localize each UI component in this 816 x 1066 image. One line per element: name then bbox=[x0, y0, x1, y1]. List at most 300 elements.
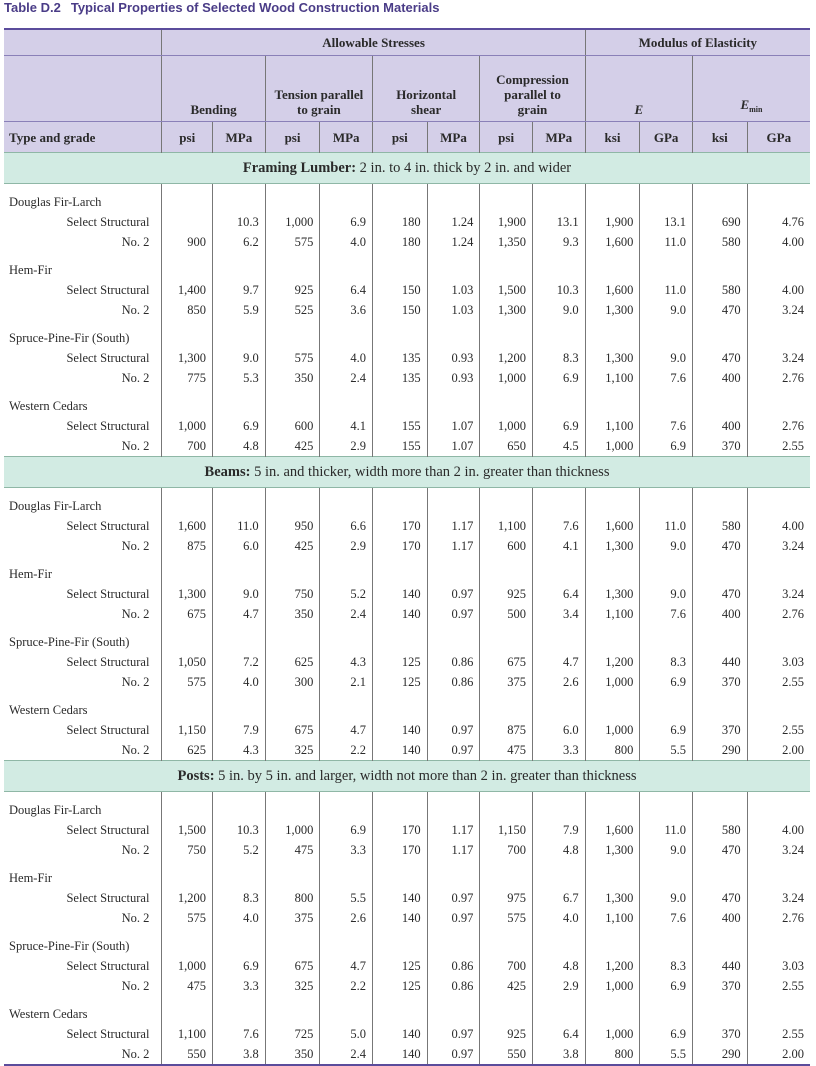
table-cell: 850 bbox=[162, 300, 213, 320]
table-cell: 2.9 bbox=[532, 976, 585, 996]
table-cell: 2.6 bbox=[320, 908, 373, 928]
table-cell bbox=[162, 556, 213, 584]
unit-header: MPa bbox=[532, 122, 585, 153]
table-cell: 2.55 bbox=[747, 1024, 810, 1044]
header-emin-symbol: E bbox=[740, 97, 750, 112]
table-cell: 10.3 bbox=[532, 280, 585, 300]
table-cell bbox=[692, 488, 747, 517]
species-name: Hem-Fir bbox=[9, 567, 53, 581]
table-cell: 9.3 bbox=[532, 232, 585, 252]
table-cell: 1,350 bbox=[480, 232, 533, 252]
grade-name: Select Structural bbox=[66, 654, 150, 669]
section-heading-text: 5 in. and thicker, width more than 2 in. greater than thickness bbox=[250, 463, 610, 480]
table-cell bbox=[320, 860, 373, 888]
table-cell: 875 bbox=[480, 720, 533, 740]
table-cell: 4.00 bbox=[747, 232, 810, 252]
table-cell: 1,900 bbox=[480, 212, 533, 232]
unit-header: psi bbox=[480, 122, 533, 153]
table-cell bbox=[640, 252, 693, 280]
table-cell bbox=[747, 996, 810, 1024]
table-cell bbox=[692, 860, 747, 888]
table-cell bbox=[265, 860, 320, 888]
table-row bbox=[4, 1044, 810, 1065]
table-cell: 1,300 bbox=[480, 300, 533, 320]
table-cell: 11.0 bbox=[640, 280, 693, 300]
table-caption bbox=[4, 0, 440, 16]
table-cell: 1,500 bbox=[162, 820, 213, 840]
table-row bbox=[4, 1024, 810, 1044]
table-cell: 1,300 bbox=[585, 536, 640, 556]
table-cell bbox=[747, 184, 810, 213]
table-cell: 350 bbox=[265, 1044, 320, 1065]
table-cell: 1.03 bbox=[427, 300, 480, 320]
table-row bbox=[4, 908, 810, 928]
table-cell bbox=[585, 320, 640, 348]
table-row bbox=[4, 536, 810, 556]
table-cell: 4.1 bbox=[532, 536, 585, 556]
species-name: Douglas Fir-Larch bbox=[9, 803, 102, 817]
table-cell: 135 bbox=[373, 348, 428, 368]
table-cell bbox=[427, 624, 480, 652]
table-cell: 1,100 bbox=[585, 908, 640, 928]
unit-header: ksi bbox=[692, 122, 747, 153]
grade-name: Select Structural bbox=[66, 518, 150, 533]
table-cell bbox=[480, 624, 533, 652]
species-row bbox=[4, 388, 810, 416]
table-cell: 325 bbox=[265, 740, 320, 761]
unit-header: GPa bbox=[747, 122, 810, 153]
unit-header: psi bbox=[162, 122, 213, 153]
table-cell: 800 bbox=[265, 888, 320, 908]
header-blank bbox=[4, 29, 162, 56]
table-cell: 8.3 bbox=[532, 348, 585, 368]
table-cell: 1,500 bbox=[480, 280, 533, 300]
grade-name: No. 2 bbox=[121, 302, 150, 317]
table-cell bbox=[162, 488, 213, 517]
table-cell: 2.6 bbox=[532, 672, 585, 692]
grade-name: No. 2 bbox=[121, 234, 150, 249]
table-cell: 4.3 bbox=[213, 740, 266, 761]
table-cell bbox=[320, 556, 373, 584]
table-cell: 4.0 bbox=[320, 348, 373, 368]
table-cell: 3.24 bbox=[747, 888, 810, 908]
table-cell: 2.55 bbox=[747, 976, 810, 996]
table-row bbox=[4, 212, 810, 232]
table-row bbox=[4, 740, 810, 761]
header-bending: Bending bbox=[162, 56, 265, 122]
table-cell: 4.00 bbox=[747, 820, 810, 840]
grade-name: Select Structural bbox=[66, 822, 150, 837]
table-cell: 575 bbox=[265, 348, 320, 368]
table-cell bbox=[213, 488, 266, 517]
table-cell: 1.17 bbox=[427, 516, 480, 536]
grade-name: No. 2 bbox=[121, 1046, 150, 1061]
unit-header: MPa bbox=[213, 122, 266, 153]
table-cell: 2.00 bbox=[747, 1044, 810, 1065]
unit-header: MPa bbox=[320, 122, 373, 153]
grade-name: Select Structural bbox=[66, 586, 150, 601]
table-row bbox=[4, 672, 810, 692]
table-cell bbox=[265, 792, 320, 821]
grade-name: No. 2 bbox=[121, 606, 150, 621]
table-cell: 6.9 bbox=[640, 720, 693, 740]
table-cell bbox=[320, 252, 373, 280]
table-cell: 1,150 bbox=[480, 820, 533, 840]
table-cell: 675 bbox=[480, 652, 533, 672]
table-cell: 800 bbox=[585, 1044, 640, 1065]
table-cell bbox=[747, 928, 810, 956]
table-cell: 6.4 bbox=[532, 1024, 585, 1044]
table-cell: 140 bbox=[373, 740, 428, 761]
table-cell: 3.03 bbox=[747, 652, 810, 672]
table-cell: 4.3 bbox=[320, 652, 373, 672]
table-cell: 475 bbox=[162, 976, 213, 996]
unit-header: psi bbox=[373, 122, 428, 153]
table-cell: 470 bbox=[692, 536, 747, 556]
table-cell: 6.9 bbox=[532, 416, 585, 436]
table-cell: 2.9 bbox=[320, 436, 373, 457]
table-cell bbox=[747, 488, 810, 517]
table-row bbox=[4, 280, 810, 300]
table-cell: 6.9 bbox=[320, 212, 373, 232]
table-cell bbox=[265, 252, 320, 280]
table-cell: 470 bbox=[692, 300, 747, 320]
table-cell: 2.9 bbox=[320, 536, 373, 556]
table-cell: 2.55 bbox=[747, 436, 810, 457]
table-cell: 7.9 bbox=[213, 720, 266, 740]
table-cell: 11.0 bbox=[640, 232, 693, 252]
table-cell: 2.2 bbox=[320, 740, 373, 761]
table-cell: 6.9 bbox=[213, 416, 266, 436]
grade-name: No. 2 bbox=[121, 910, 150, 925]
grade-name: No. 2 bbox=[121, 674, 150, 689]
table-cell: 4.7 bbox=[320, 956, 373, 976]
species-name: Douglas Fir-Larch bbox=[9, 195, 102, 209]
table-cell: 750 bbox=[162, 840, 213, 860]
section-heading-bold: Posts: bbox=[177, 767, 215, 784]
table-cell: 0.97 bbox=[427, 1024, 480, 1044]
table-cell: 0.97 bbox=[427, 908, 480, 928]
table-row bbox=[4, 300, 810, 320]
table-cell bbox=[427, 320, 480, 348]
species-name: Spruce-Pine-Fir (South) bbox=[9, 635, 130, 649]
table-cell: 470 bbox=[692, 840, 747, 860]
table-cell bbox=[427, 692, 480, 720]
table-cell: 140 bbox=[373, 720, 428, 740]
table-cell: 425 bbox=[265, 436, 320, 457]
table-cell: 2.76 bbox=[747, 416, 810, 436]
table-cell: 180 bbox=[373, 212, 428, 232]
table-cell: 7.9 bbox=[532, 820, 585, 840]
table-cell bbox=[320, 388, 373, 416]
table-cell: 625 bbox=[265, 652, 320, 672]
species-name: Western Cedars bbox=[9, 703, 88, 717]
table-cell: 150 bbox=[373, 300, 428, 320]
table-cell bbox=[320, 996, 373, 1024]
table-cell bbox=[640, 860, 693, 888]
table-cell bbox=[640, 320, 693, 348]
table-cell bbox=[320, 624, 373, 652]
table-cell: 1,000 bbox=[585, 976, 640, 996]
table-cell: 9.0 bbox=[640, 300, 693, 320]
table-cell bbox=[585, 184, 640, 213]
table-cell bbox=[747, 692, 810, 720]
table-cell bbox=[532, 860, 585, 888]
table-cell: 125 bbox=[373, 956, 428, 976]
table-cell: 9.0 bbox=[213, 584, 266, 604]
header-type-and-grade: Type and grade bbox=[4, 122, 162, 153]
table-cell: 155 bbox=[373, 436, 428, 457]
table-cell: 155 bbox=[373, 416, 428, 436]
grade-name: Select Structural bbox=[66, 418, 150, 433]
table-cell: 9.0 bbox=[213, 348, 266, 368]
table-cell: 9.0 bbox=[640, 840, 693, 860]
table-cell bbox=[585, 792, 640, 821]
table-cell: 375 bbox=[265, 908, 320, 928]
table-cell: 8.3 bbox=[640, 956, 693, 976]
species-name: Western Cedars bbox=[9, 399, 88, 413]
grade-name: No. 2 bbox=[121, 742, 150, 757]
table-cell: 575 bbox=[265, 232, 320, 252]
grade-name: Select Structural bbox=[66, 722, 150, 737]
table-cell: 370 bbox=[692, 672, 747, 692]
table-cell: 4.8 bbox=[532, 840, 585, 860]
table-cell bbox=[532, 252, 585, 280]
table-row bbox=[4, 840, 810, 860]
table-cell: 1.24 bbox=[427, 232, 480, 252]
unit-header: psi bbox=[265, 122, 320, 153]
table-cell: 0.97 bbox=[427, 604, 480, 624]
table-cell bbox=[427, 488, 480, 517]
table-cell: 775 bbox=[162, 368, 213, 388]
table-cell: 400 bbox=[692, 604, 747, 624]
table-cell: 7.6 bbox=[640, 908, 693, 928]
table-cell bbox=[585, 624, 640, 652]
table-cell bbox=[213, 320, 266, 348]
table-cell: 7.6 bbox=[213, 1024, 266, 1044]
header-tension: Tension parallel to grain bbox=[265, 56, 372, 122]
table-cell: 13.1 bbox=[532, 212, 585, 232]
table-cell: 1,000 bbox=[480, 368, 533, 388]
table-cell bbox=[532, 792, 585, 821]
table-cell: 6.7 bbox=[532, 888, 585, 908]
table-cell bbox=[213, 624, 266, 652]
grade-name: Select Structural bbox=[66, 890, 150, 905]
table-cell bbox=[532, 692, 585, 720]
table-cell bbox=[640, 556, 693, 584]
table-cell: 3.03 bbox=[747, 956, 810, 976]
table-cell: 2.55 bbox=[747, 672, 810, 692]
table-cell: 1,000 bbox=[585, 720, 640, 740]
table-cell: 370 bbox=[692, 720, 747, 740]
section-heading-bold: Framing Lumber: bbox=[242, 159, 357, 176]
table-cell: 1,150 bbox=[162, 720, 213, 740]
table-cell: 4.7 bbox=[320, 720, 373, 740]
table-cell bbox=[747, 556, 810, 584]
table-cell: 7.6 bbox=[532, 516, 585, 536]
table-cell bbox=[640, 692, 693, 720]
table-cell: 5.5 bbox=[320, 888, 373, 908]
grade-name: No. 2 bbox=[121, 842, 150, 857]
table-row bbox=[4, 720, 810, 740]
table-cell: 525 bbox=[265, 300, 320, 320]
table-cell: 6.9 bbox=[532, 368, 585, 388]
table-cell: 700 bbox=[480, 840, 533, 860]
table-cell: 6.9 bbox=[640, 976, 693, 996]
grade-name: No. 2 bbox=[121, 370, 150, 385]
table-cell bbox=[532, 928, 585, 956]
table-cell: 170 bbox=[373, 820, 428, 840]
table-cell bbox=[585, 996, 640, 1024]
table-cell: 1,050 bbox=[162, 652, 213, 672]
table-row bbox=[4, 652, 810, 672]
table-cell: 580 bbox=[692, 820, 747, 840]
table-cell bbox=[532, 388, 585, 416]
table-cell: 750 bbox=[265, 584, 320, 604]
table-cell bbox=[373, 860, 428, 888]
table-cell: 3.24 bbox=[747, 840, 810, 860]
table-cell bbox=[692, 320, 747, 348]
table-cell: 2.1 bbox=[320, 672, 373, 692]
table-cell bbox=[320, 792, 373, 821]
table-cell bbox=[480, 792, 533, 821]
table-cell: 7.2 bbox=[213, 652, 266, 672]
table-cell bbox=[213, 928, 266, 956]
table-cell: 10.3 bbox=[213, 212, 266, 232]
table-cell: 1.03 bbox=[427, 280, 480, 300]
table-cell bbox=[692, 624, 747, 652]
table-cell bbox=[213, 184, 266, 213]
table-cell bbox=[585, 388, 640, 416]
table-cell bbox=[427, 252, 480, 280]
table-cell: 11.0 bbox=[640, 820, 693, 840]
table-cell: 1,100 bbox=[162, 1024, 213, 1044]
table-cell bbox=[162, 320, 213, 348]
table-row bbox=[4, 232, 810, 252]
table-cell bbox=[427, 792, 480, 821]
table-cell bbox=[480, 860, 533, 888]
unit-header: ksi bbox=[585, 122, 640, 153]
table-cell: 0.86 bbox=[427, 672, 480, 692]
table-cell bbox=[320, 184, 373, 213]
table-cell bbox=[692, 928, 747, 956]
table-cell bbox=[480, 928, 533, 956]
wood-properties-table bbox=[4, 28, 810, 1066]
table-cell: 300 bbox=[265, 672, 320, 692]
table-cell: 1,300 bbox=[585, 888, 640, 908]
table-cell: 150 bbox=[373, 280, 428, 300]
table-cell: 4.1 bbox=[320, 416, 373, 436]
table-cell: 7.6 bbox=[640, 604, 693, 624]
header-e bbox=[585, 56, 692, 122]
species-name: Douglas Fir-Larch bbox=[9, 499, 102, 513]
header-blank-2 bbox=[4, 56, 162, 122]
table-cell: 140 bbox=[373, 888, 428, 908]
header-compression: Compression parallel to grain bbox=[480, 56, 585, 122]
table-cell bbox=[747, 792, 810, 821]
table-cell: 470 bbox=[692, 348, 747, 368]
table-cell: 975 bbox=[480, 888, 533, 908]
table-cell bbox=[213, 792, 266, 821]
table-cell: 5.5 bbox=[640, 1044, 693, 1065]
table-cell bbox=[162, 692, 213, 720]
table-cell: 400 bbox=[692, 908, 747, 928]
table-cell: 1,000 bbox=[585, 1024, 640, 1044]
section-band bbox=[4, 153, 810, 184]
table-cell: 1,300 bbox=[585, 840, 640, 860]
table-cell: 8.3 bbox=[640, 652, 693, 672]
table-cell bbox=[480, 320, 533, 348]
table-cell bbox=[213, 252, 266, 280]
table-cell bbox=[162, 624, 213, 652]
table-cell: 5.2 bbox=[320, 584, 373, 604]
table-cell: 350 bbox=[265, 604, 320, 624]
table-row bbox=[4, 820, 810, 840]
table-cell: 6.2 bbox=[213, 232, 266, 252]
table-cell: 2.4 bbox=[320, 368, 373, 388]
table-cell: 1,300 bbox=[162, 348, 213, 368]
table-cell: 3.24 bbox=[747, 300, 810, 320]
grade-name: No. 2 bbox=[121, 438, 150, 453]
table-row bbox=[4, 604, 810, 624]
table-cell: 3.3 bbox=[213, 976, 266, 996]
table-cell: 9.0 bbox=[640, 584, 693, 604]
table-cell bbox=[480, 184, 533, 213]
grade-name: Select Structural bbox=[66, 350, 150, 365]
header-modulus-of-elasticity: Modulus of Elasticity bbox=[585, 29, 810, 56]
species-row bbox=[4, 252, 810, 280]
grade-name: Select Structural bbox=[66, 282, 150, 297]
table-cell: 2.4 bbox=[320, 1044, 373, 1065]
header-allowable-stresses: Allowable Stresses bbox=[162, 29, 585, 56]
table-cell: 9.0 bbox=[640, 888, 693, 908]
table-cell: 0.97 bbox=[427, 720, 480, 740]
table-cell bbox=[265, 184, 320, 213]
table-cell: 0.97 bbox=[427, 584, 480, 604]
section-heading-text: 2 in. to 4 in. thick by 2 in. and wider bbox=[356, 159, 572, 176]
table-cell bbox=[373, 624, 428, 652]
table-cell: 125 bbox=[373, 672, 428, 692]
table-cell: 1,200 bbox=[585, 652, 640, 672]
table-cell: 125 bbox=[373, 652, 428, 672]
table-cell bbox=[640, 928, 693, 956]
table-cell: 3.3 bbox=[320, 840, 373, 860]
table-cell bbox=[373, 996, 428, 1024]
table-cell bbox=[373, 556, 428, 584]
table-cell: 4.00 bbox=[747, 516, 810, 536]
section-heading bbox=[4, 457, 810, 488]
table-cell bbox=[373, 252, 428, 280]
header-horizontal-shear: Horizontal shear bbox=[373, 56, 480, 122]
table-cell: 1.07 bbox=[427, 416, 480, 436]
table-cell: 4.76 bbox=[747, 212, 810, 232]
table-cell bbox=[585, 556, 640, 584]
table-cell bbox=[640, 388, 693, 416]
table-cell bbox=[162, 252, 213, 280]
header-emin-subscript: min bbox=[749, 105, 763, 114]
table-cell: 375 bbox=[480, 672, 533, 692]
species-name: Spruce-Pine-Fir (South) bbox=[9, 939, 130, 953]
table-cell: 1,200 bbox=[480, 348, 533, 368]
table-cell bbox=[692, 692, 747, 720]
table-cell: 1,600 bbox=[585, 280, 640, 300]
table-cell bbox=[373, 320, 428, 348]
table-cell: 170 bbox=[373, 840, 428, 860]
table-cell: 1,100 bbox=[585, 368, 640, 388]
table-cell: 2.76 bbox=[747, 604, 810, 624]
section-heading-bold: Beams: bbox=[204, 463, 251, 480]
table-cell bbox=[373, 792, 428, 821]
